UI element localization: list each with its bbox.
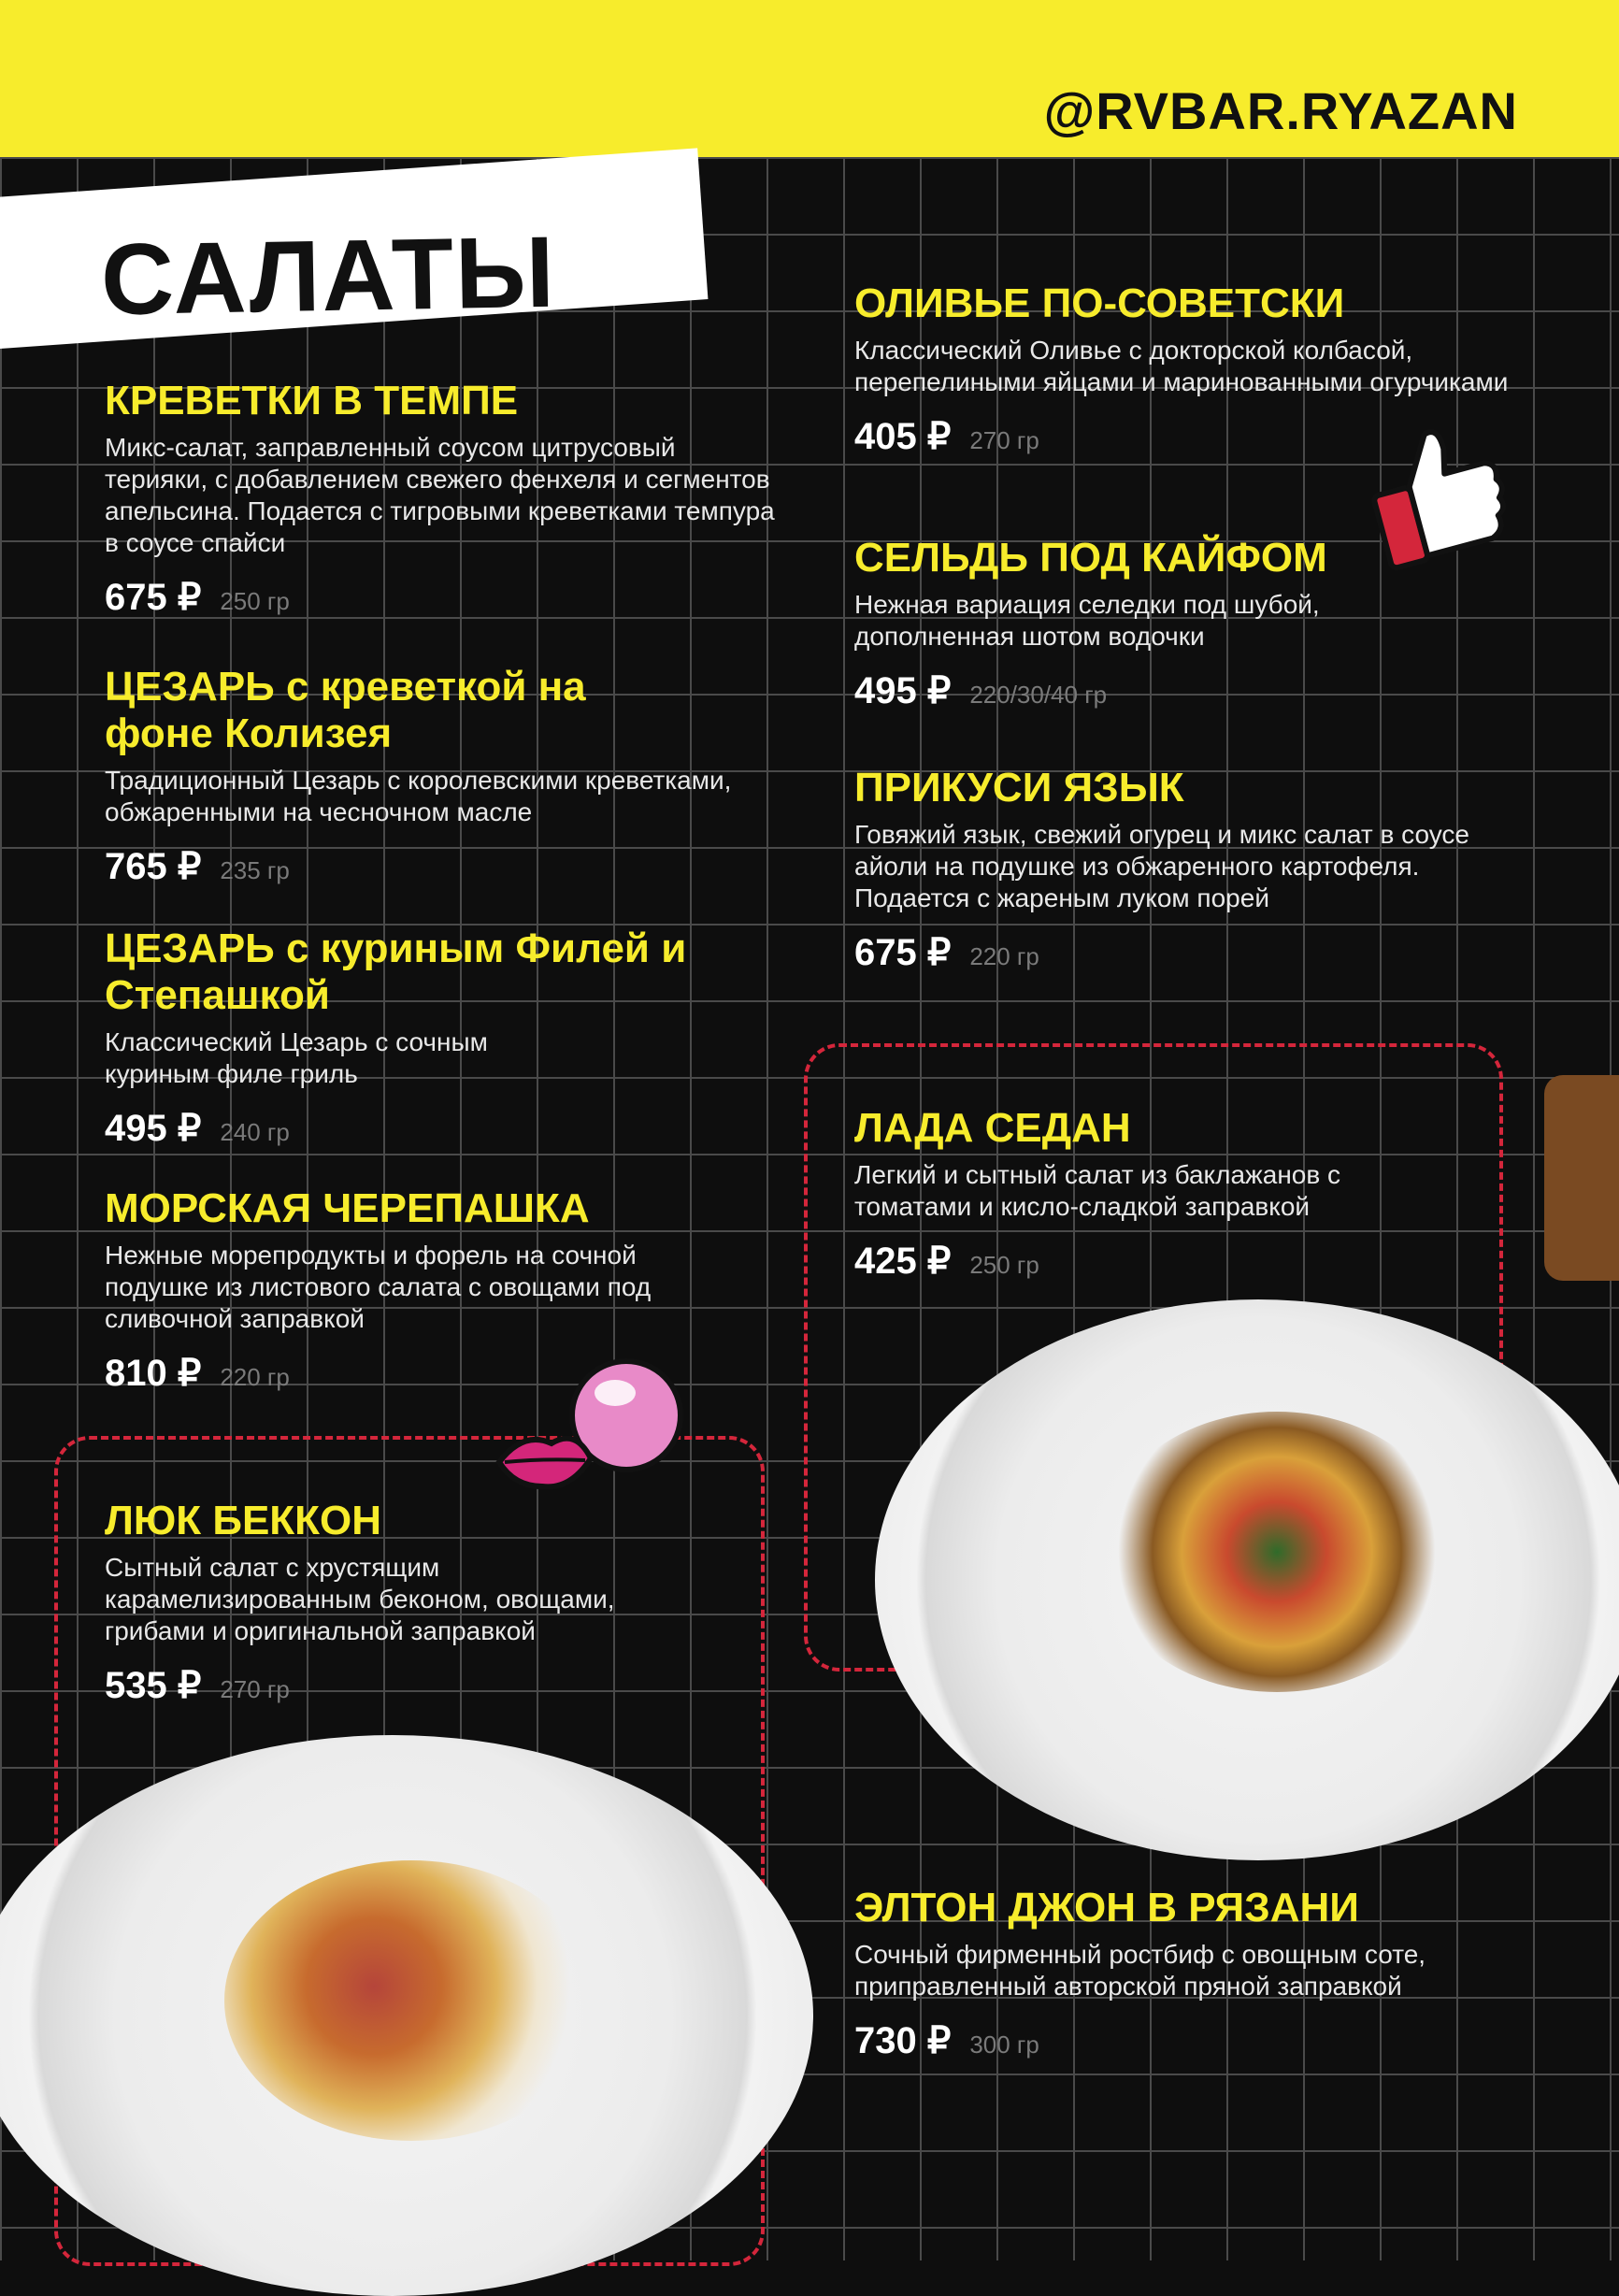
- salad-image-right: [1099, 1412, 1454, 1692]
- item-weight: 220 гр: [220, 1363, 290, 1391]
- item-weight: 220 гр: [969, 942, 1039, 970]
- item-description: Традиционный Цезарь с королевскими креветками, обжаренными на чесночном масле: [105, 766, 732, 826]
- item-price: 765 ₽: [105, 846, 202, 887]
- item-weight: 235 гр: [220, 856, 290, 884]
- header-bar: [0, 0, 1619, 157]
- item-weight: 220/30/40 гр: [969, 681, 1108, 709]
- item-description: Классический Оливье с докторской колбасой, перепелиными яйцами и маринованными огурчиками: [854, 336, 1509, 396]
- menu-item: [854, 765, 1527, 974]
- item-name: ЦЕЗАРЬ с куриным Филей и Степашкой: [105, 926, 687, 1018]
- menu-item: [854, 1105, 1471, 1283]
- item-weight: 270 гр: [220, 1675, 290, 1703]
- item-weight: 250 гр: [220, 587, 290, 615]
- item-weight: 300 гр: [969, 2031, 1039, 2059]
- section-title: САЛАТЫ: [99, 214, 557, 337]
- instagram-handle[interactable]: @RVBAR.RYAZAN: [1043, 81, 1518, 140]
- item-name: КРЕВЕТКИ В ТЕМПЕ: [105, 378, 519, 423]
- menu-item: [854, 535, 1527, 712]
- salad-image-left: [224, 1860, 598, 2141]
- item-price: 675 ₽: [854, 932, 952, 973]
- item-price: 495 ₽: [854, 670, 952, 711]
- item-description: Сочный фирменный ростбиф с овощным соте, приправленный авторской пряной заправкой: [854, 1940, 1426, 2001]
- item-description: Сытный салат с хрустящим карамелизированным беконом, овощами, грибами и оригинальной заправкой: [105, 1553, 615, 1645]
- menu-item: [105, 664, 796, 888]
- item-description: Говяжий язык, свежий огурец и микс салат в соусе айоли на подушке из обжаренного картофеля. Подается с жареным луком порей: [854, 820, 1469, 912]
- item-name: МОРСКАЯ ЧЕРЕПАШКА: [105, 1185, 590, 1231]
- item-price: 405 ₽: [854, 416, 952, 457]
- menu-item: [105, 1185, 796, 1395]
- item-name: ОЛИВЬЕ ПО-СОВЕТСКИ: [854, 280, 1345, 326]
- menu-item: [854, 280, 1527, 458]
- menu-item: [105, 1498, 740, 1707]
- item-description: Микс-салат, заправленный соусом цитрусовый терияки, с добавлением свежего фенхеля и сегментов апельсина. Подается с тигровыми креветками темпура в соусе спайси: [105, 433, 775, 557]
- item-price: 810 ₽: [105, 1353, 202, 1394]
- item-price: 675 ₽: [105, 577, 202, 618]
- item-weight: 240 гр: [220, 1118, 290, 1146]
- item-name: ПРИКУСИ ЯЗЫК: [854, 765, 1184, 811]
- cutting-board-image: [1544, 1075, 1619, 1281]
- item-description: Легкий и сытный салат из баклажанов с томатами и кисло-сладкой заправкой: [854, 1160, 1341, 1221]
- item-description: Нежная вариация селедки под шубой, дополненная шотом водочки: [854, 590, 1320, 651]
- item-description: Классический Цезарь с сочным куриным филе гриль: [105, 1027, 488, 1088]
- item-name: ЭЛТОН ДЖОН В РЯЗАНИ: [854, 1885, 1359, 1930]
- item-weight: 250 гр: [969, 1251, 1039, 1279]
- item-price: 535 ₽: [105, 1665, 202, 1706]
- menu-item: [105, 926, 796, 1150]
- item-description: Нежные морепродукты и форель на сочной подушке из листового салата с овощами под сливочной заправкой: [105, 1241, 652, 1333]
- item-price: 495 ₽: [105, 1108, 202, 1149]
- item-name: ЦЕЗАРЬ с креветкой на фоне Колизея: [105, 664, 586, 756]
- item-name: СЕЛЬДЬ ПОД КАЙФОМ: [854, 535, 1327, 581]
- item-price: 425 ₽: [854, 1241, 952, 1282]
- item-price: 730 ₽: [854, 2020, 952, 2061]
- menu-item: [105, 378, 796, 619]
- item-name: ЛЮК БЕККОН: [105, 1498, 382, 1543]
- item-name: ЛАДА СЕДАН: [854, 1105, 1131, 1151]
- item-weight: 270 гр: [969, 426, 1039, 454]
- menu-item: [854, 1885, 1527, 2062]
